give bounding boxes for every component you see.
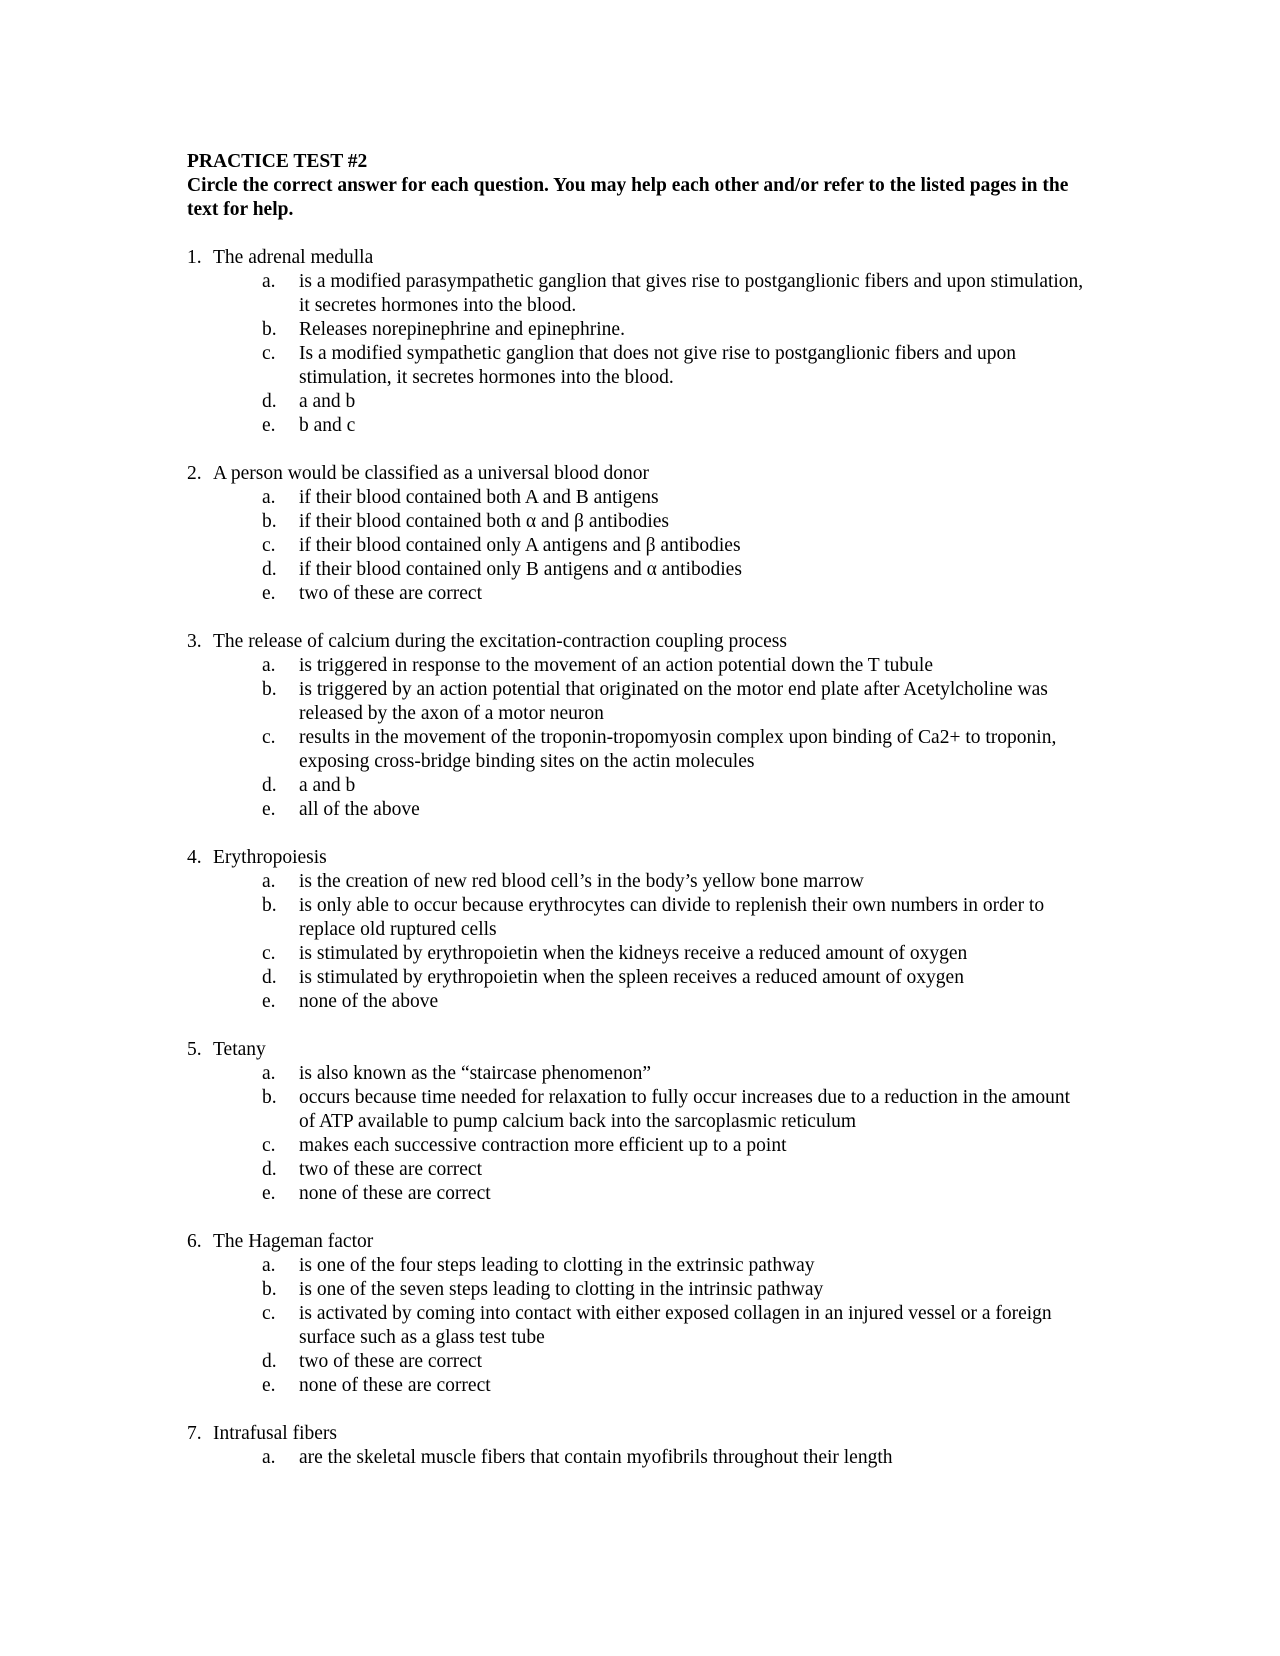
option-text: if their blood contained only B antigens and α antibodies <box>299 559 742 580</box>
question-stem <box>187 1230 1087 1254</box>
option-letter: a. <box>262 871 276 892</box>
question-2 <box>187 462 1087 606</box>
question-number: 5. <box>187 1039 202 1060</box>
option-letter: d. <box>262 1159 277 1180</box>
option-letter: d. <box>262 1351 277 1372</box>
answer-option[interactable] <box>187 1086 1087 1134</box>
option-letter: a. <box>262 271 276 292</box>
answer-option[interactable] <box>187 342 1087 390</box>
option-text: all of the above <box>299 799 420 820</box>
question-stem <box>187 846 1087 870</box>
question-number: 7. <box>187 1423 202 1444</box>
answer-option[interactable] <box>187 1374 1087 1398</box>
option-letter: e. <box>262 1183 276 1204</box>
option-letter: c. <box>262 1135 276 1156</box>
option-letter: b. <box>262 679 277 700</box>
option-text: none of these are correct <box>299 1183 491 1204</box>
answer-option[interactable] <box>187 726 1087 774</box>
option-letter: d. <box>262 775 277 796</box>
answer-option[interactable] <box>187 510 1087 534</box>
option-letter: c. <box>262 1303 276 1324</box>
option-letter: b. <box>262 1279 277 1300</box>
answer-option[interactable] <box>187 966 1087 990</box>
option-text: is also known as the “staircase phenomenon” <box>299 1063 651 1084</box>
option-letter: d. <box>262 391 277 412</box>
option-text: none of these are correct <box>299 1375 491 1396</box>
option-text: two of these are correct <box>299 1351 482 1372</box>
option-text: is activated by coming into contact with either exposed collagen in an injured vessel or a foreign surface such as a glass test tube <box>299 1303 1052 1348</box>
answer-option[interactable] <box>187 414 1087 438</box>
question-stem <box>187 1422 1087 1446</box>
question-6 <box>187 1230 1087 1398</box>
question-stem <box>187 246 1087 270</box>
answer-option[interactable] <box>187 1302 1087 1350</box>
option-text: results in the movement of the troponin-tropomyosin complex upon binding of Ca2+ to troponin, exposing cross-bridge binding sites on the actin molecules <box>299 727 1057 772</box>
option-text: is one of the seven steps leading to clotting in the intrinsic pathway <box>299 1279 824 1300</box>
answer-options <box>187 1254 1087 1398</box>
option-text: Is a modified sympathetic ganglion that does not give rise to postganglionic fibers and upon stimulation, it secretes hormones into the blood. <box>299 343 1017 388</box>
answer-option[interactable] <box>187 390 1087 414</box>
option-text: is triggered by an action potential that originated on the motor end plate after Acetylcholine was released by the axon of a motor neuron <box>299 679 1048 724</box>
question-stem <box>187 630 1087 654</box>
option-letter: b. <box>262 511 277 532</box>
option-letter: a. <box>262 1255 276 1276</box>
question-text: Intrafusal fibers <box>213 1423 337 1444</box>
answer-option[interactable] <box>187 678 1087 726</box>
question-4 <box>187 846 1087 1014</box>
option-letter: b. <box>262 1087 277 1108</box>
page-title: PRACTICE TEST #2 <box>187 151 368 172</box>
option-text: a and b <box>299 391 356 412</box>
instructions: Circle the correct answer for each question. You may help each other and/or refer to the listed pages in the text for help. <box>187 175 1069 220</box>
option-text: if their blood contained only A antigens and β antibodies <box>299 535 741 556</box>
question-text: Erythropoiesis <box>213 847 327 868</box>
option-letter: a. <box>262 487 276 508</box>
answer-options <box>187 1062 1087 1206</box>
question-stem <box>187 462 1087 486</box>
answer-option[interactable] <box>187 870 1087 894</box>
question-text: The Hageman factor <box>213 1231 374 1252</box>
question-number: 3. <box>187 631 202 652</box>
option-text: is one of the four steps leading to clotting in the extrinsic pathway <box>299 1255 815 1276</box>
option-text: if their blood contained both α and β antibodies <box>299 511 669 532</box>
option-text: are the skeletal muscle fibers that contain myofibrils throughout their length <box>299 1447 893 1468</box>
option-letter: b. <box>262 319 277 340</box>
option-text: is stimulated by erythropoietin when the kidneys receive a reduced amount of oxygen <box>299 943 968 964</box>
question-text: The adrenal medulla <box>213 247 374 268</box>
option-text: two of these are correct <box>299 1159 482 1180</box>
answer-option[interactable] <box>187 1062 1087 1086</box>
option-text: is stimulated by erythropoietin when the spleen receives a reduced amount of oxygen <box>299 967 964 988</box>
practice-test-page <box>187 150 1087 1494</box>
answer-option[interactable] <box>187 1158 1087 1182</box>
option-text: makes each successive contraction more efficient up to a point <box>299 1135 787 1156</box>
option-letter: d. <box>262 559 277 580</box>
question-number: 6. <box>187 1231 202 1252</box>
option-text: none of the above <box>299 991 439 1012</box>
question-5 <box>187 1038 1087 1206</box>
answer-options <box>187 654 1087 822</box>
option-letter: a. <box>262 1063 276 1084</box>
option-text: is triggered in response to the movement of an action potential down the T tubule <box>299 655 933 676</box>
option-letter: b. <box>262 895 277 916</box>
answer-option[interactable] <box>187 894 1087 942</box>
answer-options <box>187 1446 1087 1470</box>
option-text: b and c <box>299 415 356 436</box>
answer-options <box>187 870 1087 1014</box>
answer-option[interactable] <box>187 654 1087 678</box>
option-text: is the creation of new red blood cell’s in the body’s yellow bone marrow <box>299 871 864 892</box>
option-letter: d. <box>262 967 277 988</box>
question-7 <box>187 1422 1087 1470</box>
question-number: 1. <box>187 247 202 268</box>
answer-option[interactable] <box>187 990 1087 1014</box>
answer-option[interactable] <box>187 270 1087 318</box>
question-number: 4. <box>187 847 202 868</box>
option-letter: c. <box>262 943 276 964</box>
answer-options <box>187 270 1087 438</box>
answer-option[interactable] <box>187 582 1087 606</box>
answer-option[interactable] <box>187 1134 1087 1158</box>
option-letter: e. <box>262 799 276 820</box>
answer-option[interactable] <box>187 1254 1087 1278</box>
option-text: Releases norepinephrine and epinephrine. <box>299 319 625 340</box>
option-letter: c. <box>262 727 276 748</box>
question-1 <box>187 246 1087 438</box>
option-letter: c. <box>262 535 276 556</box>
answer-option[interactable] <box>187 486 1087 510</box>
question-text: A person would be classified as a universal blood donor <box>213 463 649 484</box>
option-letter: e. <box>262 415 276 436</box>
question-text: Tetany <box>213 1039 266 1060</box>
answer-option[interactable] <box>187 558 1087 582</box>
option-letter: c. <box>262 343 276 364</box>
question-number: 2. <box>187 463 202 484</box>
option-text: if their blood contained both A and B antigens <box>299 487 659 508</box>
option-letter: e. <box>262 1375 276 1396</box>
answer-option[interactable] <box>187 942 1087 966</box>
answer-option[interactable] <box>187 1182 1087 1206</box>
answer-option[interactable] <box>187 774 1087 798</box>
answer-option[interactable] <box>187 534 1087 558</box>
option-text: two of these are correct <box>299 583 482 604</box>
answer-options <box>187 486 1087 606</box>
answer-option[interactable] <box>187 1278 1087 1302</box>
answer-option[interactable] <box>187 318 1087 342</box>
option-text: occurs because time needed for relaxation to fully occur increases due to a reduction in the amount of ATP available to pump calcium back into the sarcoplasmic reticulum <box>299 1087 1071 1132</box>
option-text: a and b <box>299 775 356 796</box>
question-stem <box>187 1038 1087 1062</box>
option-text: is a modified parasympathetic ganglion that gives rise to postganglionic fibers and upon stimulation, it secretes hormones into the blood. <box>299 271 1084 316</box>
option-letter: e. <box>262 583 276 604</box>
answer-option[interactable] <box>187 1350 1087 1374</box>
answer-option[interactable] <box>187 1446 1087 1470</box>
question-list <box>187 246 1087 1470</box>
option-letter: e. <box>262 991 276 1012</box>
question-text: The release of calcium during the excitation-contraction coupling process <box>213 631 787 652</box>
option-text: is only able to occur because erythrocytes can divide to replenish their own numbers in order to replace old ruptured cells <box>299 895 1045 940</box>
option-letter: a. <box>262 655 276 676</box>
option-letter: a. <box>262 1447 276 1468</box>
answer-option[interactable] <box>187 798 1087 822</box>
question-3 <box>187 630 1087 822</box>
